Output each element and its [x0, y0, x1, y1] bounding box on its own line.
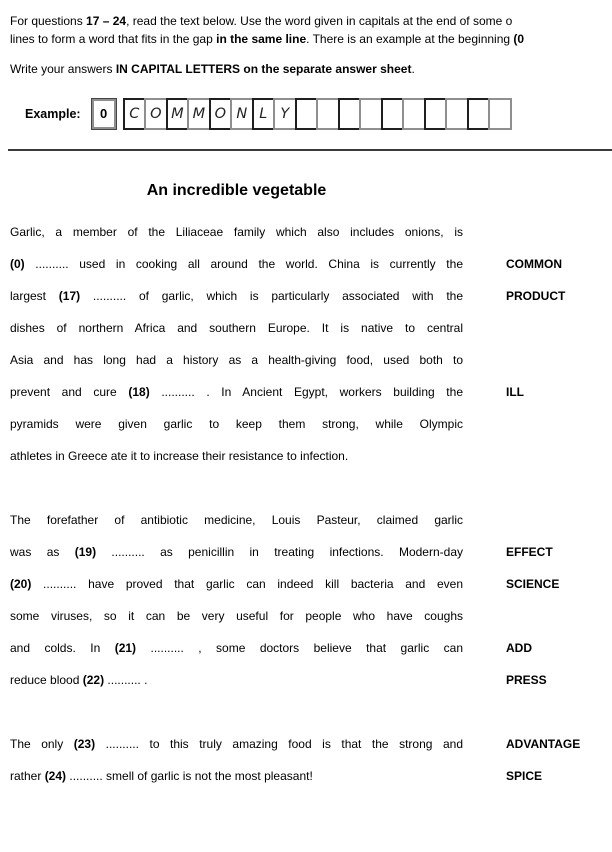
empty-letter-cell: [424, 98, 448, 130]
answer-prompt-word: PRESS: [506, 672, 547, 687]
empty-letter-cell: [338, 98, 362, 130]
letter-cell: C: [123, 98, 147, 130]
line-text: [10, 224, 463, 241]
text-line-row: [10, 736, 612, 768]
line-text: [10, 352, 463, 369]
line-text: [10, 672, 463, 689]
line-text: [10, 736, 463, 753]
line-text: [10, 320, 463, 337]
empty-letter-cell: [488, 98, 512, 130]
empty-letter-cell: [402, 98, 426, 130]
text-run: Garlic, a member of the Liliaceae family which also includes onions, is: [10, 224, 463, 239]
instructions-line-1: [10, 13, 612, 31]
bold-text-run: (0: [513, 31, 525, 46]
answer-prompt-word: COMMON: [506, 256, 562, 271]
letter-cell: L: [252, 98, 276, 130]
text-run: Write your answers: [10, 62, 116, 76]
answer-prompt-word: SCIENCE: [506, 576, 560, 591]
text-line-row: [10, 224, 612, 256]
bold-text-run: (18): [128, 384, 150, 399]
text-run: For questions: [10, 14, 87, 28]
text-line-row: [10, 320, 612, 352]
text-run: .......... as penicillin in treating infections. Modern-day: [96, 544, 463, 559]
line-text: [10, 768, 463, 785]
text-run: was as: [10, 544, 75, 559]
task-instructions: [0, 0, 612, 79]
empty-letter-cell: [381, 98, 405, 130]
example-row: [25, 98, 612, 130]
bold-text-run: (22): [82, 672, 105, 687]
text-run: The only: [10, 736, 74, 751]
text-run: .......... , some doctors believe that garlic can: [136, 640, 463, 655]
article-title: An incredible vegetable: [146, 181, 327, 199]
text-run: rather: [10, 768, 45, 783]
answer-prompt-word: ILL: [506, 384, 524, 399]
answer-prompt-word: PRODUCT: [506, 288, 566, 303]
example-label: Example:: [25, 106, 81, 121]
bold-text-run: (17): [58, 288, 81, 303]
text-line-row: [10, 448, 612, 480]
text-line-row: [10, 288, 612, 320]
text-run: and colds. In: [10, 640, 115, 655]
text-run: athletes in Greece ate it to increase their resistance to infection.: [10, 448, 349, 463]
text-run: . There is an example at the beginning: [306, 31, 514, 46]
bold-text-run: (24): [44, 768, 67, 783]
text-line-row: [10, 672, 612, 704]
answer-prompt-word: ADD: [506, 640, 532, 655]
text-line-row: [10, 352, 612, 384]
text-line-row: [10, 256, 612, 288]
bold-text-run: (21): [114, 640, 137, 655]
bold-text-run: (19): [74, 544, 97, 559]
text-run: dishes of northern Africa and southern Europe. It is native to central: [10, 320, 463, 335]
text-run: prevent and cure: [10, 384, 129, 399]
answer-prompt-word: EFFECT: [506, 544, 553, 559]
answer-prompt-word: ADVANTAGE: [506, 736, 581, 751]
text-line-row: [10, 416, 612, 448]
text-line-row: [10, 640, 612, 672]
letter-cell: M: [187, 98, 211, 130]
example-answer-cells: [123, 98, 512, 130]
line-text: [10, 384, 463, 401]
text-line-row: [10, 512, 612, 544]
letter-cell: Y: [273, 98, 297, 130]
text-run: lines to form a word that fits in the gap: [10, 31, 217, 46]
letter-cell: N: [230, 98, 254, 130]
line-text: [10, 256, 463, 273]
empty-letter-cell: [445, 98, 469, 130]
bold-text-run: 17 – 24: [86, 14, 127, 28]
line-text: [10, 416, 463, 433]
instructions-line-2: [10, 31, 612, 49]
letter-cell: M: [166, 98, 190, 130]
article-body: [10, 224, 612, 800]
separator-line: [8, 149, 612, 151]
text-run: , read the text below. Use the word given in capitals at the end of some o: [126, 14, 513, 28]
empty-letter-cell: [295, 98, 319, 130]
bold-text-run: IN CAPITAL LETTERS on the separate answer sheet: [115, 62, 412, 76]
bold-text-run: (0): [10, 256, 25, 271]
text-run: reduce blood: [10, 672, 83, 687]
instructions-line-3: [10, 61, 612, 79]
text-run: largest: [10, 288, 59, 303]
line-text: [10, 608, 463, 625]
text-run: .......... .: [104, 672, 148, 687]
line-text: [10, 288, 463, 305]
text-run: pyramids were given garlic to keep them strong, while Olympic: [10, 416, 463, 431]
text-line-row: [10, 384, 612, 416]
line-text: [10, 640, 463, 657]
text-run: .......... have proved that garlic can indeed kill bacteria and even: [31, 576, 463, 591]
text-line-row: [10, 768, 612, 800]
text-run: .......... smell of garlic is not the most pleasant!: [66, 768, 313, 783]
empty-letter-cell: [359, 98, 383, 130]
line-text: [10, 544, 463, 561]
example-number-box: 0: [92, 99, 116, 129]
bold-text-run: (23): [73, 736, 96, 751]
text-run: .......... to this truly amazing food is that the strong and: [95, 736, 463, 751]
empty-letter-cell: [316, 98, 340, 130]
text-run: The forefather of antibiotic medicine, Louis Pasteur, claimed garlic: [10, 512, 463, 527]
text-run: .......... used in cooking all around the world. China is currently the: [24, 256, 463, 271]
text-line-row: [10, 544, 612, 576]
text-run: Asia and has long had a history as a health-giving food, used both to: [10, 352, 463, 367]
letter-cell: O: [144, 98, 168, 130]
bold-text-run: (20): [10, 576, 32, 591]
text-line-row: [10, 608, 612, 640]
line-text: [10, 576, 463, 593]
text-line-row: [10, 576, 612, 608]
bold-text-run: in the same line: [216, 31, 307, 46]
empty-letter-cell: [467, 98, 491, 130]
text-run: .......... . In Ancient Egypt, workers building the: [149, 384, 463, 399]
text-run: some viruses, so it can be very useful for people who have coughs: [10, 608, 463, 623]
letter-cell: O: [209, 98, 233, 130]
line-text: [10, 448, 463, 465]
text-run: .: [411, 62, 415, 76]
answer-prompt-word: SPICE: [506, 768, 543, 783]
line-text: [10, 512, 463, 529]
text-run: .......... of garlic, which is particularly associated with the: [80, 288, 463, 303]
